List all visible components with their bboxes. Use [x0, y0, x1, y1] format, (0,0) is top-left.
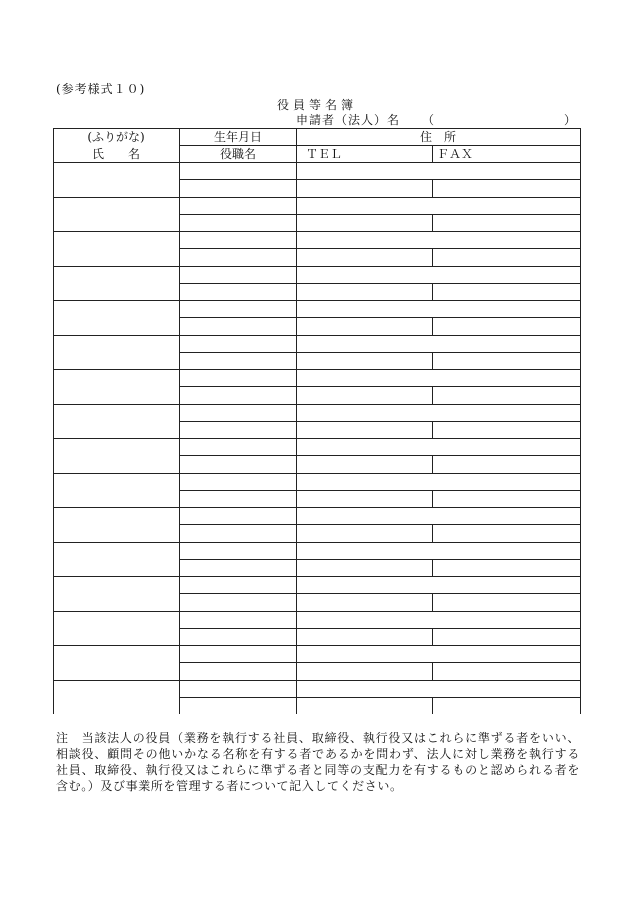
- document-title: 役員等名簿: [276, 98, 357, 112]
- form-reference-label: (参考様式１０): [56, 82, 146, 96]
- entry-rows: [53, 180, 581, 715]
- applicant-open-paren: （: [422, 113, 435, 127]
- note-text: 注 当該法人の役員（業務を執行する社員、取締役、執行役又はこれらに準ずる者をいい、相談役、顧問その他いかなる名称を有する者であるかを問わず、法人に対し業務を執行する社員、取締役、執行役又はこれらに準ずる者と同等の支配力を有するものと認められる者を含む。）及び事業所を管理する者について記入してください。: [56, 731, 580, 793]
- tel-header: ＴＥＬ: [306, 147, 343, 161]
- applicant-name-line: [296, 111, 576, 127]
- applicant-close-paren: ）: [564, 113, 577, 127]
- address-header: 住 所: [419, 130, 457, 144]
- birthdate-header: 生年月日: [213, 130, 263, 144]
- fax-header: ＦＡＸ: [437, 147, 474, 161]
- name-header: 氏 名: [91, 147, 141, 161]
- officer-registry-table: [53, 128, 581, 714]
- position-header: 役職名: [219, 147, 257, 161]
- furigana-header: (ふりがな): [87, 130, 145, 144]
- applicant-label: 申請者（法人）名: [296, 113, 401, 127]
